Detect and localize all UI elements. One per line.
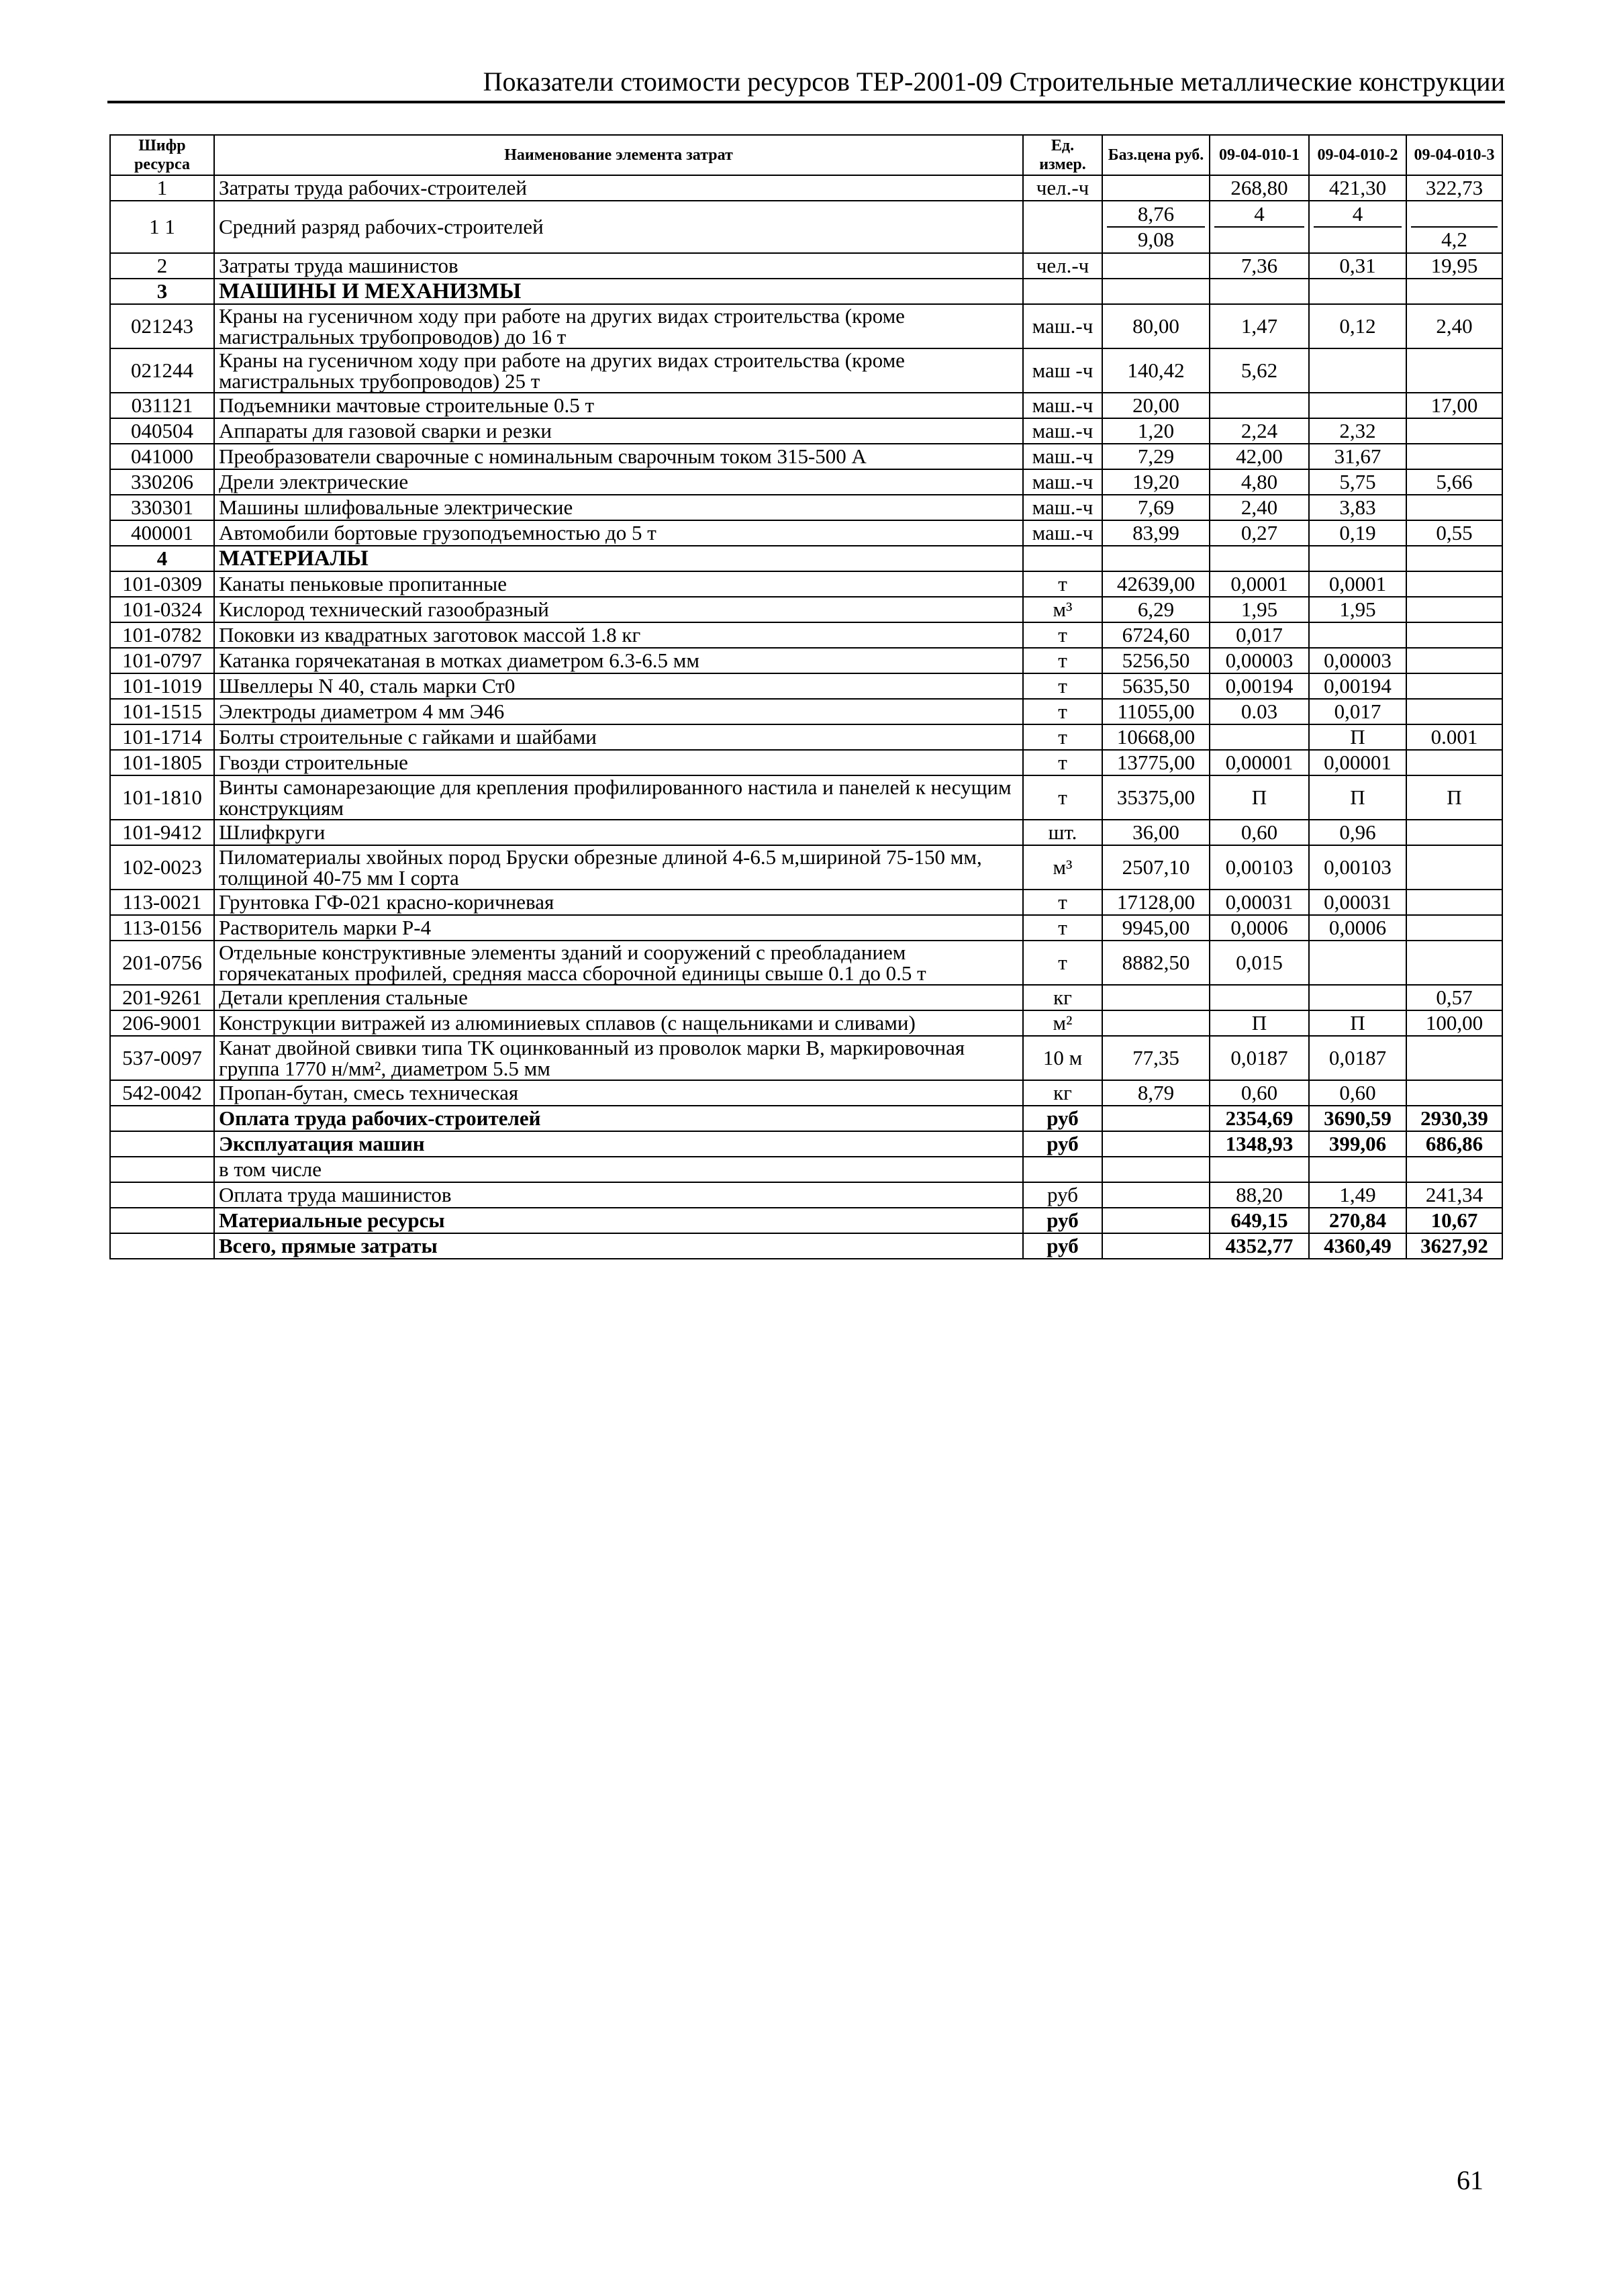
base-price [1102, 253, 1210, 279]
base-price: 6,29 [1102, 597, 1210, 622]
unit: т [1023, 571, 1102, 597]
table-row [110, 1080, 1502, 1106]
summary-row [110, 1106, 1502, 1131]
base-price: 5256,50 [1102, 648, 1210, 673]
table-row [110, 941, 1502, 985]
cost-element-name: Винты самонарезающие для крепления профилированного настила и панелей к несущим конструкциям [214, 775, 1023, 820]
table-row [110, 444, 1502, 469]
table-row [110, 750, 1502, 775]
table-row [110, 469, 1502, 495]
norm-010-1: П [1210, 775, 1309, 820]
table-row [110, 393, 1502, 418]
base-price: 1,20 [1102, 418, 1210, 444]
base-price: 83,99 [1102, 520, 1210, 546]
norm-010-1: 5,62 [1210, 348, 1309, 393]
norm-010-2: 0,0001 [1309, 571, 1406, 597]
norm-010-1: 1,47 [1210, 304, 1309, 348]
norm-010-1: 0,00031 [1210, 890, 1309, 915]
base-price: 140,42 [1102, 348, 1210, 393]
norm-010-3 [1406, 750, 1502, 775]
norm-010-1 [1210, 201, 1309, 253]
summary-010-1 [1210, 1157, 1309, 1182]
summary-010-3: 241,34 [1406, 1182, 1502, 1208]
table-row [110, 495, 1502, 520]
norm-010-1: 1,95 [1210, 597, 1309, 622]
unit: т [1023, 890, 1102, 915]
norm-010-3 [1406, 845, 1502, 890]
norm-010-1: 0,017 [1210, 622, 1309, 648]
norm-010-3 [1406, 699, 1502, 724]
table-row [110, 175, 1502, 201]
norm-010-2 [1309, 985, 1406, 1010]
resource-code: 101-0309 [110, 571, 214, 597]
base-price: 20,00 [1102, 393, 1210, 418]
resource-code: 330301 [110, 495, 214, 520]
norm-010-2 [1309, 201, 1406, 253]
cost-element-name: Пропан-бутан, смесь техническая [214, 1080, 1023, 1106]
summary-row [110, 1233, 1502, 1259]
unit: т [1023, 648, 1102, 673]
summary-010-2: 1,49 [1309, 1182, 1406, 1208]
base-price: 7,29 [1102, 444, 1210, 469]
cost-element-name: Грунтовка ГФ-021 красно-коричневая [214, 890, 1023, 915]
resource-code: 201-9261 [110, 985, 214, 1010]
summary-label: Материальные ресурсы [214, 1208, 1023, 1233]
cost-element-name: Затраты труда рабочих-строителей [214, 175, 1023, 201]
base-price-value: 8,76 [1137, 202, 1175, 226]
norm-010-1 [1210, 393, 1309, 418]
summary-label: Оплата труда машинистов [214, 1182, 1023, 1208]
base-price: 80,00 [1102, 304, 1210, 348]
summary-unit: руб [1023, 1208, 1102, 1233]
summary-label: Всего, прямые затраты [214, 1233, 1023, 1259]
base-price: 10668,00 [1102, 724, 1210, 750]
table-row [110, 890, 1502, 915]
norm-010-3 [1406, 1080, 1502, 1106]
base-price: 9945,00 [1102, 915, 1210, 941]
norm-010-3 [1406, 915, 1502, 941]
unit: шт. [1023, 820, 1102, 845]
column-header: Шифр ресурса [110, 135, 214, 175]
unit: т [1023, 724, 1102, 750]
summary-row [110, 1208, 1502, 1233]
norm-010-2 [1309, 622, 1406, 648]
norm-010-1: 42,00 [1210, 444, 1309, 469]
norm-010-3: 19,95 [1406, 253, 1502, 279]
norm-010-1: 0,0187 [1210, 1036, 1309, 1080]
unit: чел.-ч [1023, 175, 1102, 201]
norm-010-2: П [1309, 775, 1406, 820]
norm-010-3 [1406, 571, 1502, 597]
unit: маш.-ч [1023, 444, 1102, 469]
norm-010-3 [1406, 444, 1502, 469]
summary-010-3: 2930,39 [1406, 1106, 1502, 1131]
column-header: 09-04-010-1 [1210, 135, 1309, 175]
cost-element-name: Канаты пеньковые пропитанные [214, 571, 1023, 597]
cost-element-name: Конструкции витражей из алюминиевых сплавов (с нащельниками и сливами) [214, 1010, 1023, 1036]
table-header-row [110, 135, 1502, 175]
base-price: 13775,00 [1102, 750, 1210, 775]
cost-element-name: Средний разряд рабочих-строителей [214, 201, 1023, 253]
resource-code: 400001 [110, 520, 214, 546]
table-row [110, 253, 1502, 279]
base-price: 36,00 [1102, 820, 1210, 845]
norm-010-1: 4,80 [1210, 469, 1309, 495]
unit: т [1023, 915, 1102, 941]
unit: м³ [1023, 845, 1102, 890]
norm-010-1: 0,015 [1210, 941, 1309, 985]
summary-unit: руб [1023, 1131, 1102, 1157]
column-header: Баз.цена руб. [1102, 135, 1210, 175]
resource-code: 206-9001 [110, 1010, 214, 1036]
cost-element-name: Затраты труда машинистов [214, 253, 1023, 279]
norm-010-2: 3,83 [1309, 495, 1406, 520]
summary-010-3 [1406, 1157, 1502, 1182]
table-row [110, 648, 1502, 673]
unit: кг [1023, 985, 1102, 1010]
unit: кг [1023, 1080, 1102, 1106]
resource-code: 101-1810 [110, 775, 214, 820]
norm-010-2: 0,19 [1309, 520, 1406, 546]
norm-010-2: 0,00194 [1309, 673, 1406, 699]
summary-010-2 [1309, 1157, 1406, 1182]
page-header-title: Показатели стоимости ресурсов ТЕР-2001-09 Строительные металлические конструкции [107, 66, 1505, 103]
resource-code: 101-1515 [110, 699, 214, 724]
table-row [110, 348, 1502, 393]
norm-010-1: 0,00001 [1210, 750, 1309, 775]
base-price [1102, 1010, 1210, 1036]
table-row [110, 520, 1502, 546]
unit: маш.-ч [1023, 495, 1102, 520]
norm-010-1: 7,36 [1210, 253, 1309, 279]
norm-010-1: 268,80 [1210, 175, 1309, 201]
table-row [110, 1036, 1502, 1080]
norm-010-3 [1406, 941, 1502, 985]
base-price: 77,35 [1102, 1036, 1210, 1080]
norm-010-2: П [1309, 1010, 1406, 1036]
summary-label: в том числе [214, 1157, 1023, 1182]
norm-value [1314, 226, 1402, 252]
cost-element-name: Детали крепления стальные [214, 985, 1023, 1010]
cost-element-name: Болты строительные с гайками и шайбами [214, 724, 1023, 750]
norm-010-3: 2,40 [1406, 304, 1502, 348]
norm-010-3 [1406, 201, 1502, 253]
cost-element-name: Швеллеры N 40, сталь марки Ст0 [214, 673, 1023, 699]
table-row [110, 304, 1502, 348]
norm-010-3 [1406, 1036, 1502, 1080]
summary-label: Оплата труда рабочих-строителей [214, 1106, 1023, 1131]
norm-010-1: 0,0006 [1210, 915, 1309, 941]
norm-010-3: 0.001 [1406, 724, 1502, 750]
base-price: 2507,10 [1102, 845, 1210, 890]
unit: маш.-ч [1023, 520, 1102, 546]
unit: м³ [1023, 597, 1102, 622]
unit: т [1023, 750, 1102, 775]
unit: т [1023, 673, 1102, 699]
norm-010-3: П [1406, 775, 1502, 820]
summary-row [110, 1157, 1502, 1182]
norm-010-3: 17,00 [1406, 393, 1502, 418]
table-row [110, 820, 1502, 845]
norm-010-2: 1,95 [1309, 597, 1406, 622]
unit: чел.-ч [1023, 253, 1102, 279]
norm-010-2: 0,31 [1309, 253, 1406, 279]
norm-010-1: 2,40 [1210, 495, 1309, 520]
unit: маш.-ч [1023, 393, 1102, 418]
norm-010-2: 0,0006 [1309, 915, 1406, 941]
cost-element-name: Дрели электрические [214, 469, 1023, 495]
norm-value: 4,2 [1411, 226, 1498, 252]
norm-010-2 [1309, 393, 1406, 418]
cost-element-name: Кислород технический газообразный [214, 597, 1023, 622]
norm-010-1: 0.03 [1210, 699, 1309, 724]
resource-code: 542-0042 [110, 1080, 214, 1106]
norm-010-2: 0,12 [1309, 304, 1406, 348]
cost-element-name: Отдельные конструктивные элементы зданий и сооружений с преобладанием горячекатаных профилей, средняя масса сборочной единицы свыше 0.1 до 0.5 т [214, 941, 1023, 985]
norm-010-1: 0,00194 [1210, 673, 1309, 699]
resource-cost-table [109, 134, 1503, 1259]
norm-010-3 [1406, 890, 1502, 915]
resource-code: 1 1 [110, 201, 214, 253]
unit [1023, 201, 1102, 253]
summary-010-1: 4352,77 [1210, 1233, 1309, 1259]
cost-element-name: Преобразователи сварочные с номинальным сварочным током 315-500 А [214, 444, 1023, 469]
cost-element-name: Автомобили бортовые грузоподъемностью до 5 т [214, 520, 1023, 546]
table-row [110, 985, 1502, 1010]
table-row [110, 622, 1502, 648]
cost-element-name: Машины шлифовальные электрические [214, 495, 1023, 520]
norm-value: 4 [1254, 202, 1265, 226]
summary-010-3: 3627,92 [1406, 1233, 1502, 1259]
base-price-value: 9,08 [1107, 226, 1205, 252]
norm-010-2: 5,75 [1309, 469, 1406, 495]
summary-unit: руб [1023, 1233, 1102, 1259]
norm-010-3 [1406, 820, 1502, 845]
norm-010-3 [1406, 622, 1502, 648]
norm-010-1 [1210, 724, 1309, 750]
norm-010-3 [1406, 495, 1502, 520]
column-header: Наименование элемента затрат [214, 135, 1023, 175]
resource-code: 031121 [110, 393, 214, 418]
unit: т [1023, 775, 1102, 820]
cost-element-name: Подъемники мачтовые строительные 0.5 т [214, 393, 1023, 418]
column-header: 09-04-010-2 [1309, 135, 1406, 175]
table-row [110, 845, 1502, 890]
resource-code: 101-9412 [110, 820, 214, 845]
summary-010-2: 270,84 [1309, 1208, 1406, 1233]
resource-code: 537-0097 [110, 1036, 214, 1080]
summary-row [110, 1182, 1502, 1208]
norm-010-1: П [1210, 1010, 1309, 1036]
norm-010-1 [1210, 985, 1309, 1010]
summary-010-2: 4360,49 [1309, 1233, 1406, 1259]
base-price [1102, 175, 1210, 201]
base-price: 17128,00 [1102, 890, 1210, 915]
summary-010-3: 10,67 [1406, 1208, 1502, 1233]
cost-element-name: Пиломатериалы хвойных пород Бруски обрезные длиной 4-6.5 м,шириной 75-150 мм, толщиной 40-75 мм I сорта [214, 845, 1023, 890]
resource-code: 021243 [110, 304, 214, 348]
norm-010-2: 0,00031 [1309, 890, 1406, 915]
table-row [110, 699, 1502, 724]
resource-code: 2 [110, 253, 214, 279]
norm-010-1: 0,27 [1210, 520, 1309, 546]
unit: маш.-ч [1023, 469, 1102, 495]
norm-value: 4 [1352, 202, 1363, 226]
resource-code: 101-0782 [110, 622, 214, 648]
summary-label: Эксплуатация машин [214, 1131, 1023, 1157]
resource-code: 1 [110, 175, 214, 201]
base-price: 5635,50 [1102, 673, 1210, 699]
summary-unit: руб [1023, 1106, 1102, 1131]
summary-010-2: 399,06 [1309, 1131, 1406, 1157]
norm-010-2: 0,017 [1309, 699, 1406, 724]
table-row [110, 724, 1502, 750]
norm-010-1: 0,00003 [1210, 648, 1309, 673]
section-title: МАШИНЫ И МЕХАНИЗМЫ [214, 279, 1023, 304]
norm-010-3 [1406, 673, 1502, 699]
norm-010-3: 0,55 [1406, 520, 1502, 546]
column-header: 09-04-010-3 [1406, 135, 1502, 175]
table-row [110, 201, 1502, 253]
summary-row [110, 1131, 1502, 1157]
norm-010-2: 0,96 [1309, 820, 1406, 845]
resource-code: 101-0324 [110, 597, 214, 622]
norm-value [1411, 202, 1498, 226]
base-price: 11055,00 [1102, 699, 1210, 724]
norm-010-2: 0,00003 [1309, 648, 1406, 673]
cost-element-name: Гвозди строительные [214, 750, 1023, 775]
base-price: 8882,50 [1102, 941, 1210, 985]
base-price: 42639,00 [1102, 571, 1210, 597]
norm-010-3: 100,00 [1406, 1010, 1502, 1036]
cost-element-name: Краны на гусеничном ходу при работе на других видах строительства (кроме магистральных трубопроводов) до 16 т [214, 304, 1023, 348]
base-price: 6724,60 [1102, 622, 1210, 648]
table-row [110, 1010, 1502, 1036]
section-code: 3 [110, 279, 214, 304]
table-row [110, 915, 1502, 941]
summary-unit [1023, 1157, 1102, 1182]
cost-element-name: Шлифкруги [214, 820, 1023, 845]
table-row [110, 775, 1502, 820]
section-title: МАТЕРИАЛЫ [214, 546, 1023, 571]
table-row [110, 571, 1502, 597]
resource-code: 021244 [110, 348, 214, 393]
resource-code: 113-0021 [110, 890, 214, 915]
norm-010-1: 0,60 [1210, 820, 1309, 845]
cost-element-name: Краны на гусеничном ходу при работе на других видах строительства (кроме магистральных трубопроводов) 25 т [214, 348, 1023, 393]
cost-element-name: Катанка горячекатаная в мотках диаметром 6.3-6.5 мм [214, 648, 1023, 673]
norm-010-2 [1309, 348, 1406, 393]
norm-010-2 [1309, 941, 1406, 985]
norm-value [1214, 226, 1304, 252]
base-price: 7,69 [1102, 495, 1210, 520]
section-row [110, 546, 1502, 571]
resource-code: 101-1714 [110, 724, 214, 750]
norm-010-2: 421,30 [1309, 175, 1406, 201]
summary-010-1: 2354,69 [1210, 1106, 1309, 1131]
unit: маш -ч [1023, 348, 1102, 393]
resource-code: 041000 [110, 444, 214, 469]
norm-010-3: 0,57 [1406, 985, 1502, 1010]
section-code: 4 [110, 546, 214, 571]
unit: 10 м [1023, 1036, 1102, 1080]
norm-010-1: 0,60 [1210, 1080, 1309, 1106]
norm-010-3 [1406, 597, 1502, 622]
cost-element-name: Электроды диаметром 4 мм Э46 [214, 699, 1023, 724]
base-price: 19,20 [1102, 469, 1210, 495]
norm-010-2: 0,00001 [1309, 750, 1406, 775]
cost-element-name: Растворитель марки Р-4 [214, 915, 1023, 941]
summary-010-3: 686,86 [1406, 1131, 1502, 1157]
resource-code: 040504 [110, 418, 214, 444]
norm-010-2: 0,60 [1309, 1080, 1406, 1106]
page-number: 61 [1457, 2165, 1484, 2195]
norm-010-3 [1406, 648, 1502, 673]
norm-010-3 [1406, 348, 1502, 393]
resource-code: 101-1019 [110, 673, 214, 699]
norm-010-2: 2,32 [1309, 418, 1406, 444]
unit: маш.-ч [1023, 304, 1102, 348]
norm-010-1: 2,24 [1210, 418, 1309, 444]
norm-010-3: 5,66 [1406, 469, 1502, 495]
resource-code: 113-0156 [110, 915, 214, 941]
summary-010-1: 649,15 [1210, 1208, 1309, 1233]
norm-010-2: 31,67 [1309, 444, 1406, 469]
cost-element-name: Аппараты для газовой сварки и резки [214, 418, 1023, 444]
norm-010-3 [1406, 418, 1502, 444]
column-header: Ед. измер. [1023, 135, 1102, 175]
unit: т [1023, 699, 1102, 724]
norm-010-3: 322,73 [1406, 175, 1502, 201]
cost-element-name: Поковки из квадратных заготовок массой 1.8 кг [214, 622, 1023, 648]
unit: т [1023, 941, 1102, 985]
base-price [1102, 201, 1210, 253]
norm-010-2: П [1309, 724, 1406, 750]
norm-010-2: 0,0187 [1309, 1036, 1406, 1080]
section-row [110, 279, 1502, 304]
base-price: 35375,00 [1102, 775, 1210, 820]
base-price: 8,79 [1102, 1080, 1210, 1106]
unit: м² [1023, 1010, 1102, 1036]
resource-code: 101-0797 [110, 648, 214, 673]
summary-010-1: 88,20 [1210, 1182, 1309, 1208]
norm-010-1: 0,00103 [1210, 845, 1309, 890]
base-price [1102, 985, 1210, 1010]
norm-010-2: 0,00103 [1309, 845, 1406, 890]
norm-010-1: 0,0001 [1210, 571, 1309, 597]
unit: т [1023, 622, 1102, 648]
summary-010-2: 3690,59 [1309, 1106, 1406, 1131]
unit: маш.-ч [1023, 418, 1102, 444]
resource-code: 330206 [110, 469, 214, 495]
summary-010-1: 1348,93 [1210, 1131, 1309, 1157]
resource-code: 201-0756 [110, 941, 214, 985]
table-row [110, 597, 1502, 622]
resource-code: 101-1805 [110, 750, 214, 775]
table-row [110, 418, 1502, 444]
resource-code: 102-0023 [110, 845, 214, 890]
cost-element-name: Канат двойной свивки типа ТК оцинкованный из проволок марки В, маркировочная группа 1770 н/мм², диаметром 5.5 мм [214, 1036, 1023, 1080]
table-row [110, 673, 1502, 699]
summary-unit: руб [1023, 1182, 1102, 1208]
